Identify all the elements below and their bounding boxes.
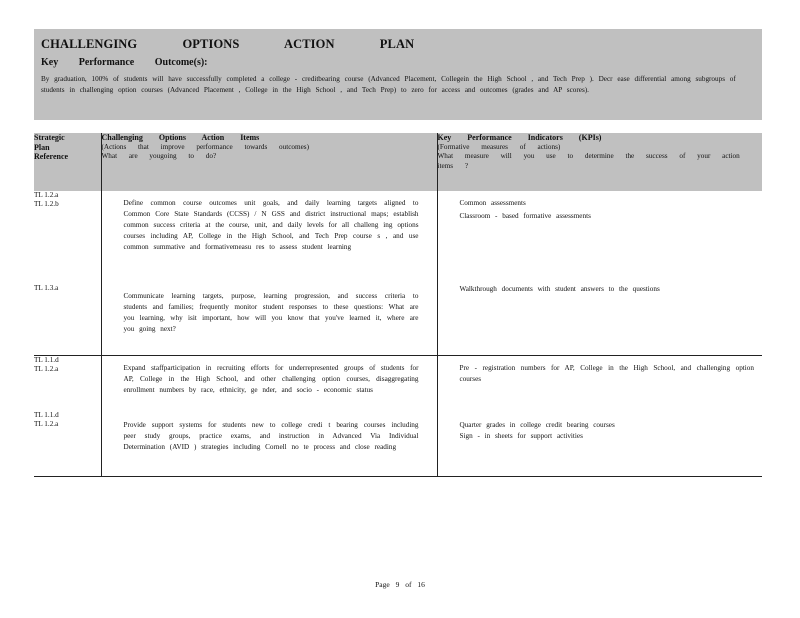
table-row: [34, 356, 762, 477]
reference-cell: [34, 356, 101, 477]
kpi-header-question: What measure will you use to determine the success of your action items ?: [437, 152, 740, 170]
kpi-text: Quarter grades in college credit bearing courses: [459, 421, 615, 429]
kpi-text: Sign - in sheets for support activities: [459, 432, 583, 440]
actions-header-question: What are yougoing to do?: [101, 152, 217, 160]
col-header-reference: [34, 133, 101, 191]
reference-code: TL 1.3.a: [34, 284, 59, 292]
plan-header: [34, 29, 762, 120]
action-item: [102, 356, 437, 413]
action-text: Communicate learning targets, purpose, learning progression, and success criteria to students and families; frequently monitor student responses to these questions: What are you learning, why isit important, how will you know that you've learned it, where are you going next?: [123, 292, 419, 333]
actions-cell: [101, 356, 437, 477]
actions-header-title: Challenging Options Action Items: [101, 133, 260, 142]
reference-group: [34, 356, 101, 411]
key-outcomes-label: Key Performance Outcome(s):: [41, 57, 208, 68]
kpi-item: [438, 284, 763, 295]
kpi-item: [438, 431, 763, 442]
kpi-group: [438, 420, 763, 442]
reference-code: TL 1.2.b: [34, 200, 59, 209]
kpi-header-title: Key Performance Indicators (KPIs): [437, 133, 602, 142]
kpi-item: [438, 211, 763, 222]
col-header-kpis: [437, 133, 762, 191]
kpi-group: [438, 198, 763, 284]
actions-cell: [101, 191, 437, 356]
kpi-item: [438, 363, 763, 385]
kpi-item: [438, 198, 763, 209]
kpi-text: Common assessments: [459, 199, 526, 207]
reference-cell: [34, 191, 101, 356]
kpi-group: [438, 284, 763, 295]
kpi-item: [438, 420, 763, 431]
action-item: [102, 413, 437, 476]
ref-header-line: Reference: [34, 152, 69, 161]
reference-code: TL 1.1.d: [34, 356, 59, 364]
kpi-header-sub: (Formative measures of actions): [437, 142, 561, 151]
action-text: Provide support systems for students new to college credi t bearing courses including peer study groups, practice exams, and instruction in Advanced Via Individual Determination (AVID ) strategies including Cornell no te process and close reading: [123, 421, 419, 451]
col-header-actions: [101, 133, 437, 191]
reference-code: TL 1.2.a: [34, 365, 59, 374]
kpi-text: Walkthrough documents with student answers to the questions: [459, 285, 660, 293]
reference-code: TL 1.2.a: [34, 420, 59, 429]
action-text: Define common course outcomes unit goals, and daily learning targets aligned to Common Core State Standards (CCSS) / N GSS and district instructional maps; establish common success criteria at the course, unit, and daily levels for all challeng ing options courses including AP, College in the High School, and Tech Prep course s , and use common summative and formativemeasu res to assess student learning: [123, 199, 419, 251]
kpi-text: Pre - registration numbers for AP, College in the High School, and challenging option courses: [459, 364, 754, 383]
actions-header-sub: (Actions that improve performance towards outcomes): [101, 142, 309, 151]
reference-group: [34, 191, 101, 284]
kpi-cell: [437, 356, 762, 477]
table-row: [34, 191, 762, 356]
page-title: CHALLENGING OPTIONS ACTION PLAN: [41, 37, 415, 51]
ref-header-line: Plan: [34, 142, 50, 152]
action-item: [102, 284, 437, 355]
action-plan-table: [34, 133, 762, 477]
kpi-group: [438, 363, 763, 420]
outcome-text: By graduation, 100% of students will have successfully completed a college - creditbearing course (Advanced Placement, Collegein the High School , and Tech Prep ). Decr ease differential among subgroups of students in challenging option courses (Advanced Placement , College in the High School , and Tech Prep) to zero for access and outcomes (grades and AP scores).: [41, 75, 736, 94]
kpi-text: Classroom - based formative assessments: [459, 212, 591, 220]
reference-code: TL 1.2.a: [34, 191, 59, 199]
page-number: Page 9 of 16: [375, 580, 425, 589]
table-header-row: [34, 133, 762, 191]
reference-code: TL 1.1.d: [34, 411, 59, 419]
reference-group: [34, 411, 101, 463]
action-item: [102, 191, 437, 284]
action-text: Expand staffparticipation in recruiting efforts for underrepresented groups of students for AP, College in the High School, and other challenging option courses, disaggregating enrollment numbers by race, ethnicity, ge nder, and socio - economic status: [123, 364, 419, 394]
reference-group: [34, 284, 101, 347]
kpi-cell: [437, 191, 762, 356]
ref-header-line: Strategic: [34, 133, 65, 142]
